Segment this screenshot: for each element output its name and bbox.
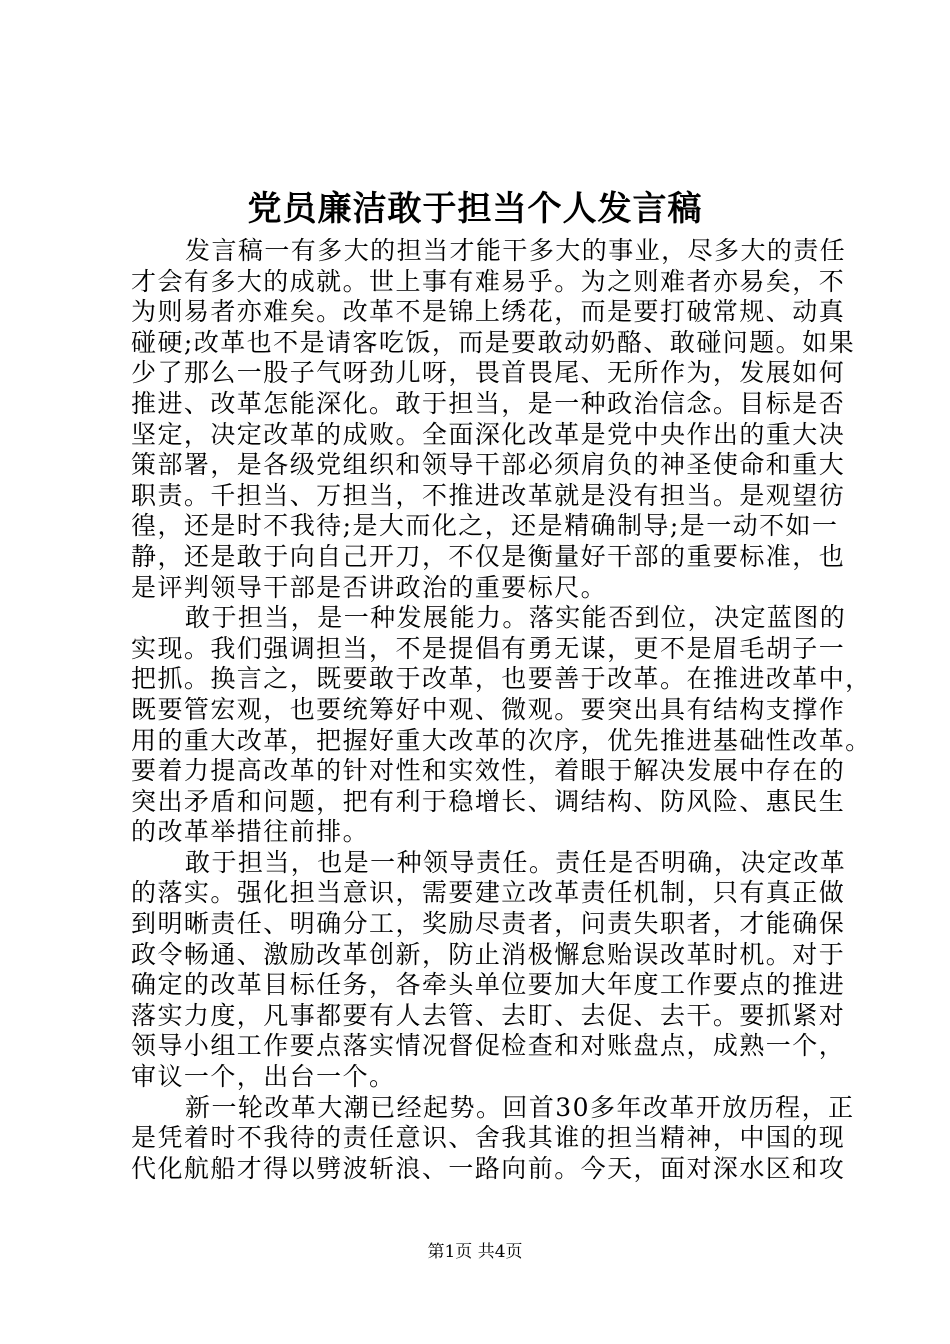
paragraph-line: 既要管宏观，也要统筹好中观、微观。要突出具有结构支撑作 [131,694,846,724]
paragraph-line: 审议一个，出台一个。 [131,1062,396,1092]
paragraph-line: 坚定，决定改革的成败。全面深化改革是党中央作出的重大决 [131,419,846,449]
paragraph-line: 到明晰责任、明确分工，奖励尽责者，问责失职者，才能确保 [131,909,846,939]
paragraph-line: 确定的改革目标任务，各牵头单位要加大年度工作要点的推进 [131,970,846,1000]
paragraph-line: 碰硬;改革也不是请客吃饭，而是要敢动奶酪、敢碰问题。如果 [131,327,856,357]
paragraph-line: 突出矛盾和问题，把有利于稳增长、调结构、防风险、惠民生 [131,786,846,816]
paragraph-line: 新一轮改革大潮已经起势。回首30多年改革开放历程，正 [185,1092,855,1122]
paragraph-line: 才会有多大的成就。世上事有难易乎。为之则难者亦易矣，不 [131,266,846,296]
paragraph-line: 策部署，是各级党组织和领导干部必须肩负的神圣使命和重大 [131,450,846,480]
paragraph-line: 为则易者亦难矣。改革不是锦上绣花，而是要打破常规、动真 [131,297,846,327]
paragraph-line: 代化航船才得以劈波斩浪、一路向前。今天，面对深水区和攻 [131,1153,846,1183]
paragraph-line: 少了那么一股子气呀劲儿呀，畏首畏尾、无所作为，发展如何 [131,358,846,388]
paragraph-line: 推进、改革怎能深化。敢于担当，是一种政治信念。目标是否 [131,388,846,418]
document-body [131,236,872,1184]
page-footer: 第1页 共4页 [427,1242,523,1262]
paragraph-line: 实现。我们强调担当，不是提倡有勇无谋，更不是眉毛胡子一 [131,633,846,663]
paragraph-line: 落实力度，凡事都要有人去管、去盯、去促、去干。要抓紧对 [131,1000,846,1030]
paragraph-line: 徨，还是时不我待;是大而化之，还是精确制导;是一动不如一 [131,511,839,541]
document-title: 党员廉洁敢于担当个人发言稿 [247,189,703,229]
paragraph-line: 的落实。强化担当意识，需要建立改革责任机制，只有真正做 [131,878,846,908]
paragraph-line: 发言稿一有多大的担当才能干多大的事业，尽多大的责任 [185,236,847,265]
paragraph-line: 把抓。换言之，既要敢于改革，也要善于改革。在推进改革中， [131,664,872,694]
paragraph-line: 是评判领导干部是否讲政治的重要标尺。 [131,572,608,602]
paragraph-line: 政令畅通、激励改革创新，防止消极懈怠贻误改革时机。对于 [131,939,846,969]
paragraph-line: 静，还是敢于向自己开刀，不仅是衡量好干部的重要标准，也 [131,541,846,571]
paragraph-line: 敢于担当，也是一种领导责任。责任是否明确，决定改革 [185,847,847,877]
paragraph-line: 职责。千担当、万担当，不推进改革就是没有担当。是观望彷 [131,480,846,510]
paragraph-line: 的改革举措往前排。 [131,817,370,847]
paragraph-line: 要着力提高改革的针对性和实效性，着眼于解决发展中存在的 [131,756,846,786]
paragraph-line: 用的重大改革，把握好重大改革的次序，优先推进基础性改革。 [131,725,872,755]
paragraph-line: 是凭着时不我待的责任意识、舍我其谁的担当精神，中国的现 [131,1123,846,1153]
paragraph-line: 敢于担当，是一种发展能力。落实能否到位，决定蓝图的 [185,603,847,633]
paragraph-line: 领导小组工作要点落实情况督促检查和对账盘点，成熟一个， [131,1031,846,1061]
